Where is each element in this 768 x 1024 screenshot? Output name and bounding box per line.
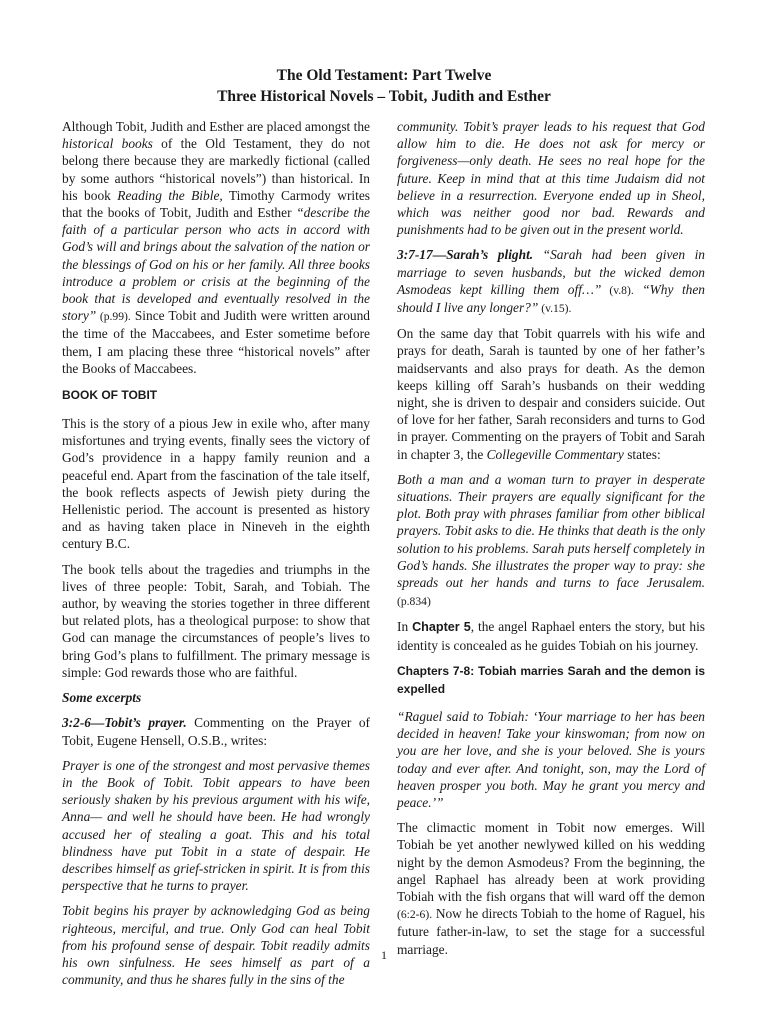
- same-day-paragraph: On the same day that Tobit quarrels with his wife and prays for death, Sarah is taunted by one of her father’s maidservants and also prays for death. As the demon keeps killing off Sarah’s husbands on their wedding night, she is driven to despair and considers suicide. Out of love for her father, Sarah reconsiders and turns to God in prayer. Commenting on the prayers of Tobit and Sarah in chapter 3, the Collegeville Commentary states:: [397, 326, 705, 462]
- climactic-paragraph: The climactic moment in Tobit now emerges. Will Tobiah be yet another newlywed killed on his wedding night by the demon Asmodeus? From the beginning, the angel Raphael has already been at work providing Tobiah with the fish organs that will ward off the demon (6:2-6). Now he directs Tobiah to the home of Raguel, his future father-in-law, to set the stage for a successful marriage.: [397, 820, 705, 957]
- document-subtitle: Three Historical Novels – Tobit, Judith and Esther: [217, 88, 551, 105]
- raguel-quote: “Raguel said to Tobiah: ‘Your marriage to her has been decided in heaven! Take your kinswoman; from now on you are her love, and she is your beloved. She is yours today and ever after. And tonight, son, may the Lord of heaven prosper you both. May he grant you mercy and peace.’”: [397, 708, 705, 810]
- hensell-quote-2: Tobit begins his prayer by acknowledging God as being righteous, merciful, and true. Only God can heal Tobit from his profound sense of despair. Tobit readily admits his own sinfulness. He sees himself as part of a community, and thus he shares fully in the sins of the: [62, 903, 370, 988]
- sarah-plight-paragraph: 3:7-17—Sarah’s plight. “Sarah had been given in marriage to seven husbands, but the wicked demon Asmodeas kept killing them off…” (v.8). “Why then should I live any longer?” (v.15).: [397, 247, 705, 316]
- tobit-summary-paragraph: This is the story of a pious Jew in exile who, after many misfortunes and trying events, finally sees the victory of God’s providence in a happy family reunion and a peaceful end. Apart from the fascination of the tale itself, the book reflects aspects of Jewish piety during the Hellenistic period. The account is presented as history and as having taken place in Nineveh in the eighth century B.C.: [62, 416, 370, 552]
- right-column: [397, 118, 705, 966]
- intro-paragraph: Although Tobit, Judith and Esther are placed amongst the historical books of the Old Testament, they do not belong there because they are markedly fictional (called by some authors “historical novels”) than historical. In his book Reading the Bible, Timothy Carmody writes that the books of Tobit, Judith and Esther “describe the faith of a particular person who acts in accord with God’s will and brings about the salvation of the nation or the blessings of God on his or her family. All three books introduce a problem or crisis at the beginning of the book that is developed and eventually resolved in the story” (p.99). Since Tobit and Judith were written around the time of the Maccabees, and Ester sometime before them, I am placing these three “historical novels” after the Books of Maccabees.: [62, 119, 371, 376]
- hensell-quote-1: Prayer is one of the strongest and most pervasive themes in the Book of Tobit. Tobit appears to have been seriously shaken by his previous argument with his wife, Anna— and well he should have been. He had wrongly accused her of stealing a goat. This and his total blindness have put Tobit in a state of despair. He describes himself as grief-stricken in spirit. It is from this perspective that he turns to prayer.: [62, 757, 370, 894]
- tobit-prayer-paragraph: 3:2-6—Tobit’s prayer. Commenting on the Prayer of Tobit, Eugene Hensell, O.S.B., writes:: [62, 715, 370, 748]
- collegeville-quote: Both a man and a woman turn to prayer in desperate situations. Their prayers are equally significant for the plot. Both pray with phrases familiar from other biblical prayers. Tobit asks to die. He thinks that death is the only solution to his problems. Sarah puts herself completely in God’s hands. She illustrates the proper way to pray: she spreads out her hands and turns to face Jerusalem. (p.834): [397, 471, 705, 609]
- left-column: [62, 118, 370, 996]
- three-people-paragraph: The book tells about the tragedies and triumphs in the lives of three people: Tobit, Sarah, and Tobiah. The author, by weaving the stories together in three different but related plots, has a theological purpose: to show that God can manage the circumstances of people’s lives to bring God’s plans to fulfillment. The primary message is simple: God rewards those who are faithful.: [62, 561, 370, 680]
- sarah-plight-label: 3:7-17—Sarah’s plight.: [397, 247, 534, 263]
- hensell-quote-continued: community. Tobit’s prayer leads to his request that God allow him to die. He does not ask for mercy or forgiveness—only death. He sees no real hope for the future. Keep in mind that at this time Judaism did not believe in a resurrection. Everyone ended up in Sheol, which was neither good nor bad. Rewards and punishments had to be given out in the present world.: [397, 119, 705, 238]
- book-of-tobit-heading: BOOK OF TOBIT: [62, 388, 158, 403]
- chapters-7-8-heading: Chapters 7-8: Tobiah marries Sarah and the demon is expelled: [397, 663, 705, 696]
- document-title: The Old Testament: Part Twelve: [276, 67, 492, 84]
- chapter-5-paragraph: In Chapter 5, the angel Raphael enters the story, but his identity is concealed as he guides Tobiah on his journey.: [397, 619, 705, 653]
- tobit-prayer-label: 3:2-6—Tobit’s prayer.: [62, 715, 187, 731]
- page-number: 1: [381, 948, 387, 962]
- excerpts-heading: Some excerpts: [62, 690, 142, 706]
